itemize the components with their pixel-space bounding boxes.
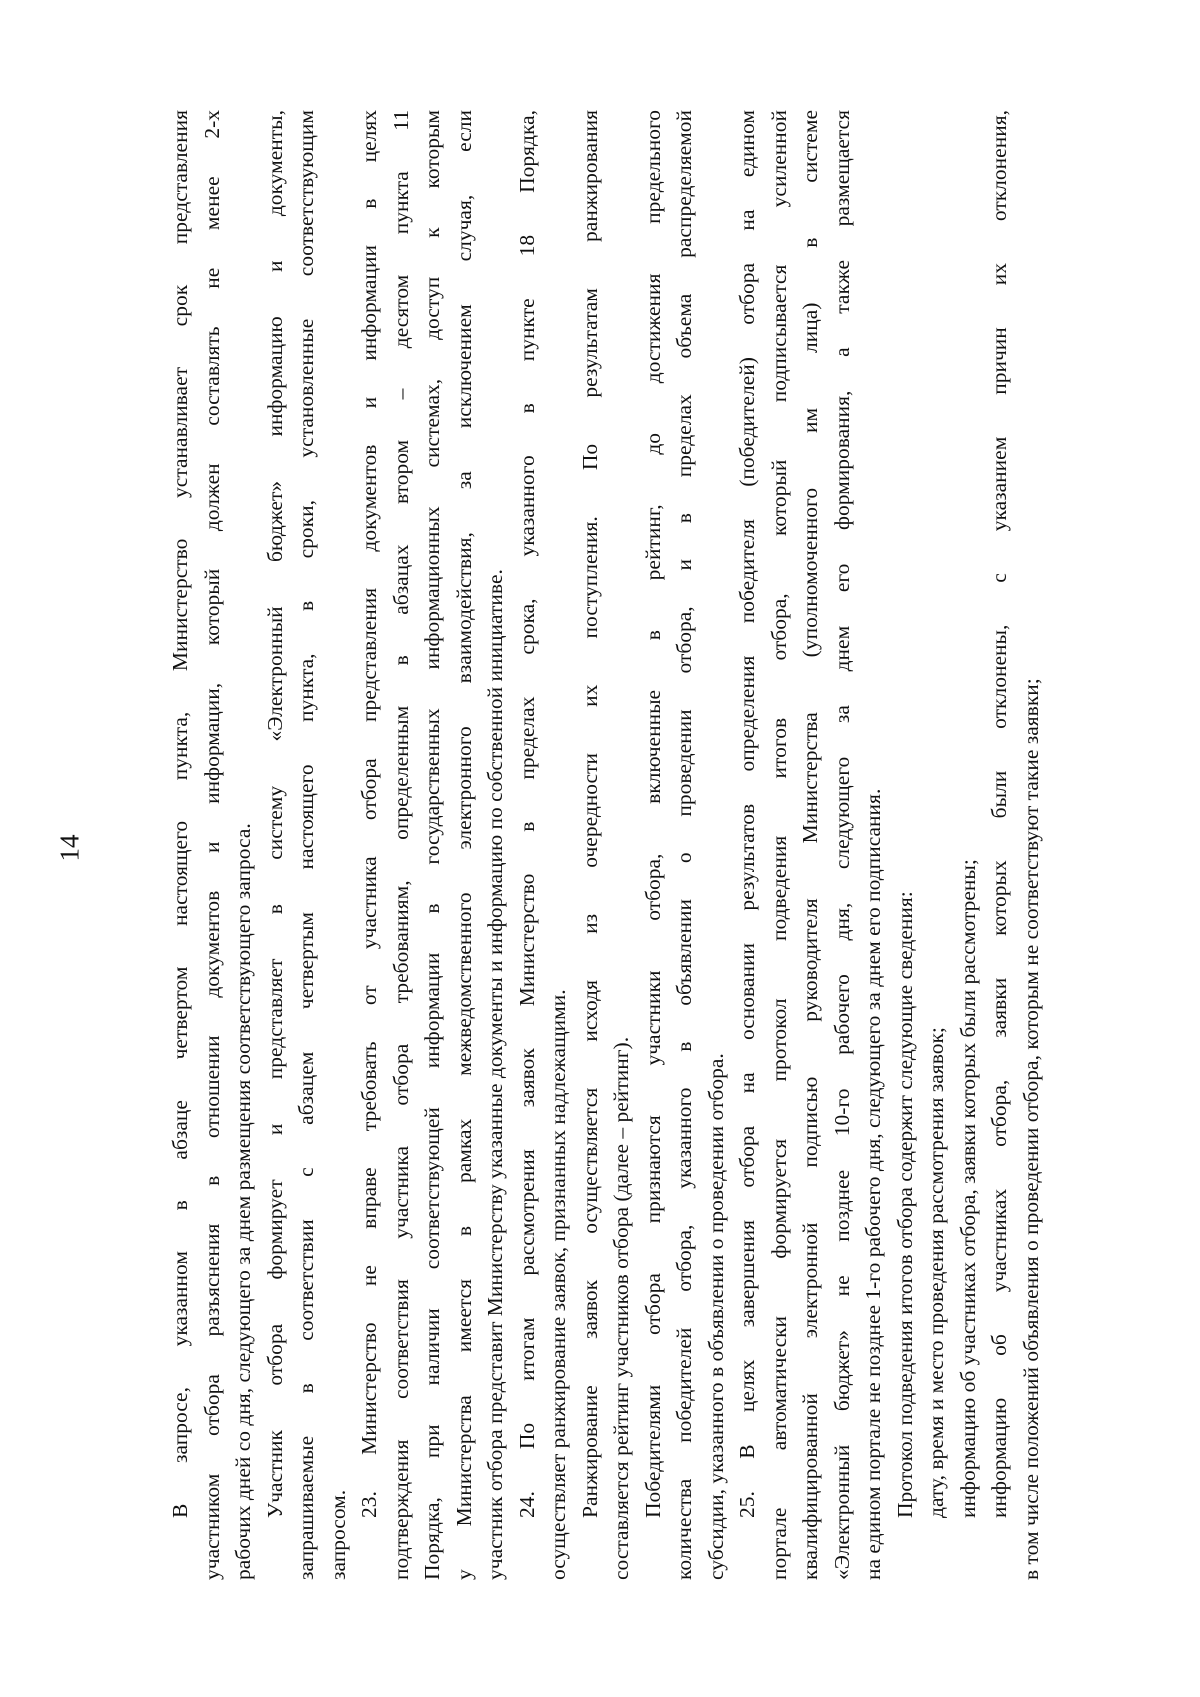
text-line: квалифицированной электронной подписью руководителя Министерства (уполномоченного им лица) в системе bbox=[798, 110, 822, 1580]
text-line: портале автоматически формируется протокол подведения итогов отбора, который подписывается усиленной bbox=[766, 110, 791, 1580]
text-line: подтверждения соответствия участника отбора требованиям, определенным в абзацах втором – десятом пункта 11 bbox=[388, 110, 413, 1580]
text-line: на едином портале не позднее 1-го рабочего дня, следующего за днем его подписания. bbox=[861, 788, 885, 1580]
text-line: информацию об участниках отбора, заявки которых были отклонены, с указанием причин их отклонения, bbox=[987, 110, 1011, 1518]
text-line: 23. Министерство не вправе требовать от участника отбора представления документов и информации в целях bbox=[357, 110, 381, 1518]
text-line: 24. По итогам рассмотрения заявок Министерство в пределах срока, указанного в пункте 18 Порядка, bbox=[514, 110, 539, 1518]
text-line: Участник отбора формирует и представляет в систему «Электронный бюджет» информацию и документы, bbox=[262, 110, 287, 1518]
text-line: участником отбора разъяснения в отношении документов и информации, который должен составлять не менее 2-х bbox=[199, 110, 224, 1580]
page-number: 14 bbox=[54, 834, 85, 862]
text-line: Ранжирование заявок осуществляется исходя из очередности их поступления. По результатам ранжирования bbox=[577, 110, 602, 1518]
text-line: рабочих дней со дня, следующего за днем размещения соответствующего запроса. bbox=[231, 823, 255, 1580]
text-line: Победителями отбора признаются участники отбора, включенные в рейтинг, до достижения предельного bbox=[640, 110, 665, 1518]
text-line: 25. В целях завершения отбора на основании результатов определения победителя (победителей) отбора на едином bbox=[735, 110, 759, 1518]
text-line: в том числе положений объявления о проведении отбора, которым не соответствуют такие заявки; bbox=[1018, 678, 1043, 1580]
text-line: запрашиваемые в соответствии с абзацем четвертым настоящего пункта, в сроки, установленные соответствующим bbox=[294, 110, 318, 1580]
text-line: В запросе, указанном в абзаце четвертом настоящего пункта, Министерство устанавливает срок представления bbox=[168, 110, 192, 1518]
text-line: количества победителей отбора, указанного в объявлении о проведении отбора, и в пределах объема распределяемой bbox=[672, 110, 696, 1580]
text-line: запросом. bbox=[325, 1489, 350, 1580]
text-line: субсидии, указанного в объявлении о проведении отбора. bbox=[703, 1053, 728, 1580]
text-line: Порядка, при наличии соответствующей информации в государственных информационных системах, доступ к которым bbox=[420, 110, 444, 1580]
text-line: осуществляет ранжирование заявок, признанных надлежащими. bbox=[546, 989, 570, 1580]
text-line: «Электронный бюджет» не позднее 10-го рабочего дня, следующего за днем его формирования, а также размещается bbox=[829, 110, 854, 1580]
document-body bbox=[165, 110, 1055, 1580]
text-line: у Министерства имеется в рамках межведомственного электронного взаимодействия, за исключением случая, если bbox=[451, 110, 476, 1580]
text-line: Протокол подведения итогов отбора содержит следующие сведения: bbox=[892, 891, 917, 1518]
text-line: составляется рейтинг участников отбора (далее – рейтинг). bbox=[609, 1036, 633, 1580]
text-line: дату, время и место проведения рассмотрения заявок; bbox=[924, 1027, 948, 1518]
text-line: информацию об участниках отбора, заявки которых были рассмотрены; bbox=[955, 859, 980, 1518]
text-line: участник отбора представит Министерству указанные документы и информацию по собственной инициативе. bbox=[483, 569, 507, 1580]
